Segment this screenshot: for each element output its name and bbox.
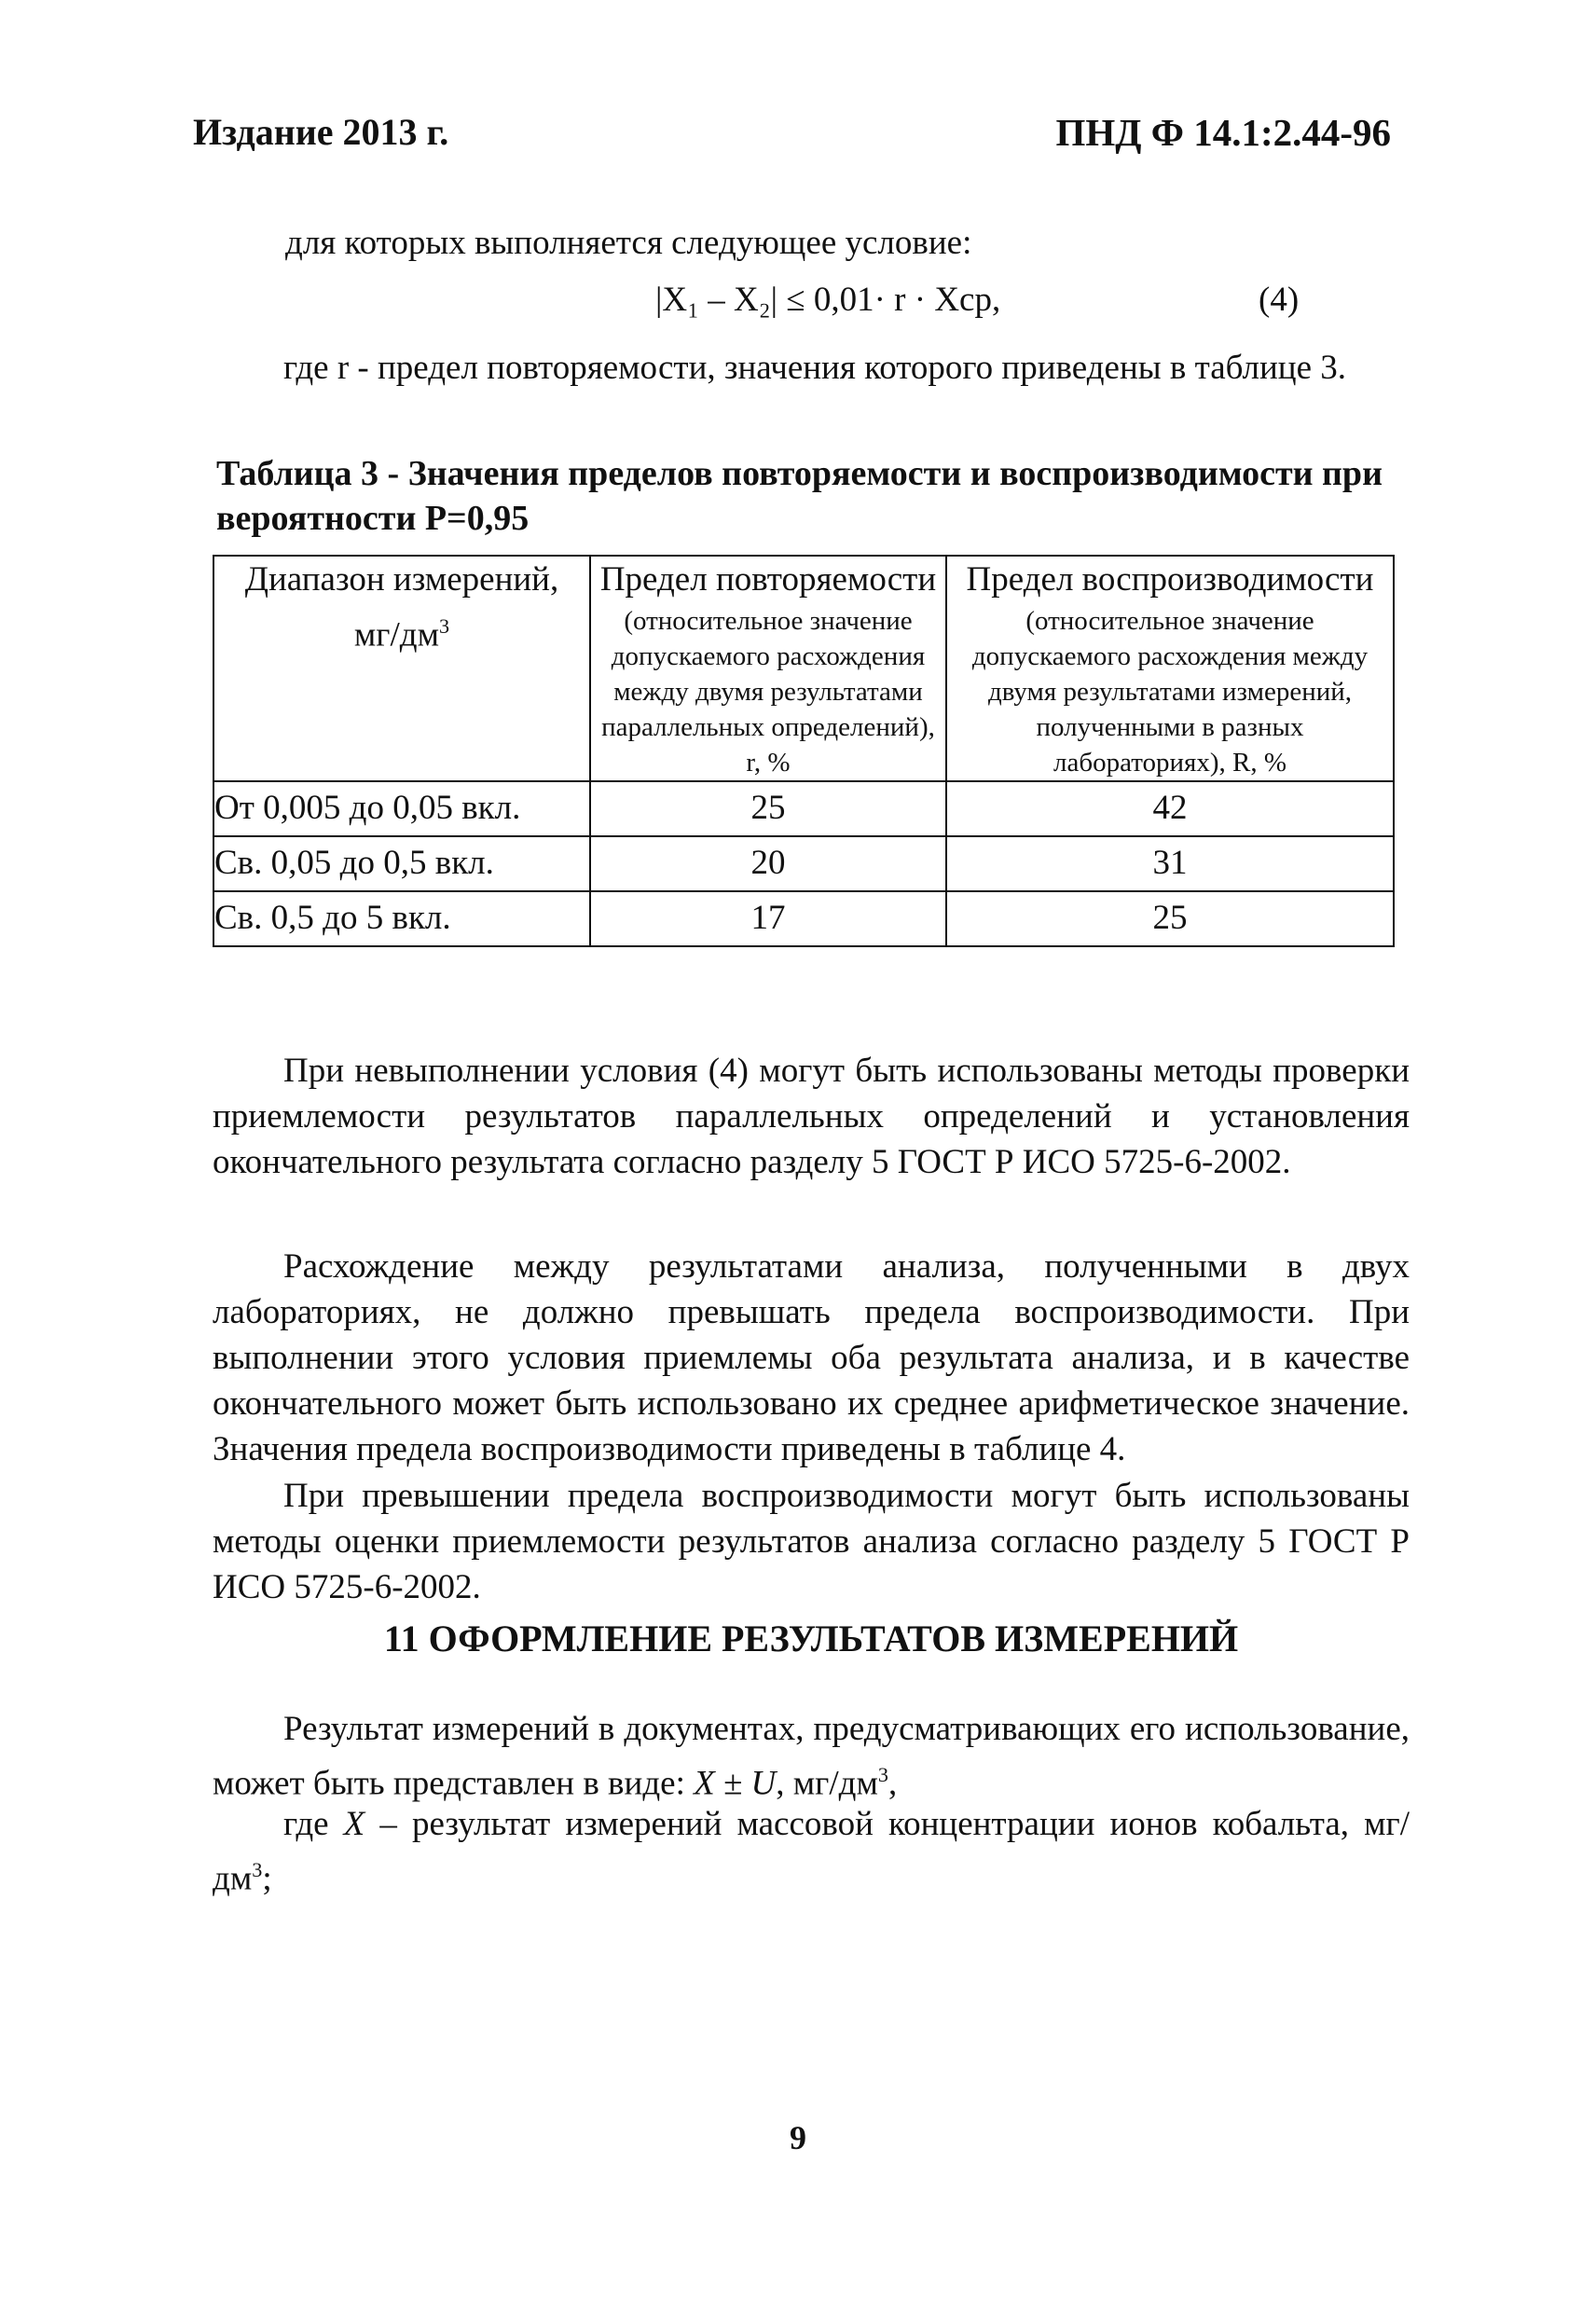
repeatability-cell: 20 [590,836,946,891]
header-reproducibility [946,556,1394,781]
range-cell: Св. 0,5 до 5 вкл. [213,891,590,946]
document-code: ПНД Ф 14.1:2.44-96 [1055,111,1391,154]
header-repeatability-title: Предел повторяемости [599,560,937,599]
formula-number: (4) [1259,281,1300,319]
reproducibility-cell: 42 [946,781,1394,836]
range-cell: Св. 0,05 до 0,5 вкл. [213,836,590,891]
header-range-title: Диапазон измерений, [244,560,559,599]
table-row [213,836,1394,891]
where-r-paragraph: где r - предел повторяемости, значения которого приведены в таблице 3. [283,349,1347,387]
header-reproducibility-note: (относительное значение допускаемого расхождения между двумя результатами измерений, полученными в разных лабораториях), R, % [971,606,1369,778]
reproducibility-cell: 25 [946,891,1394,946]
page-number: 9 [790,2119,806,2156]
condition-line: для которых выполняется следующее условие: [285,224,972,262]
table-header-row [213,556,1394,781]
paragraph-lab-discrepancy: Расхождение между результатами анализа, полученными в двух лабораториях, не должно превышать предела воспроизводимости. При выполнении этого условия приемлемы оба результата анализа, и в качестве окончательного может быть использовано их среднее арифметическое значение. Значения предела воспроизводимости приведены в таблице 4. [213,1247,1410,1468]
header-repeatability [590,556,946,781]
paragraph-reproducibility-exceeded: При превышении предела воспроизводимости могут быть использованы методы оценки приемлемости результатов анализа согласно разделу 5 ГОСТ Р ИСО 5725-6-2002. [213,1477,1410,1606]
limits-table [213,555,1395,947]
header-reproducibility-title: Предел воспроизводимости [966,560,1374,599]
table-caption: Таблица 3 - Значения пределов повторяемости и воспроизводимости при вероятности Р=0,95 [216,454,1383,538]
range-cell: От 0,005 до 0,05 вкл. [213,781,590,836]
header-range-unit: $мг/дм^3$ [353,614,450,654]
repeatability-cell: 17 [590,891,946,946]
section-11-title: 11 ОФОРМЛЕНИЕ РЕЗУЛЬТАТОВ ИЗМЕРЕНИЙ [383,1618,1239,1659]
reproducibility-cell: 31 [946,836,1394,891]
header-repeatability-note: (относительное значение допускаемого расхождения между двумя результатами параллельных определений), r, % [601,606,935,778]
header-range [213,556,590,781]
repeatability-cell: 25 [590,781,946,836]
paragraph-condition-failure: При невыполнении условия (4) могут быть использованы методы проверки приемлемости результатов параллельных определений и установления окончательного результата согласно разделу 5 ГОСТ Р ИСО 5725-6-2002. [213,1052,1410,1181]
edition-label: Издание 2013 г. [193,111,449,153]
formula-4: |X₁ – X₂| ≤ 0,01· r · Xср, [655,281,1001,319]
paragraph-result-form: Результат измерений в документах, предусматривающих его использование, может быть представлен в виде: X ± U, $мг/дм^3$, [213,1710,1410,1803]
paragraph-where-x: где X – результат измерений массовой концентрации ионов кобальта, $мг/дм^3$; [213,1805,1410,1898]
table-row [213,781,1394,836]
table-row [213,891,1394,946]
